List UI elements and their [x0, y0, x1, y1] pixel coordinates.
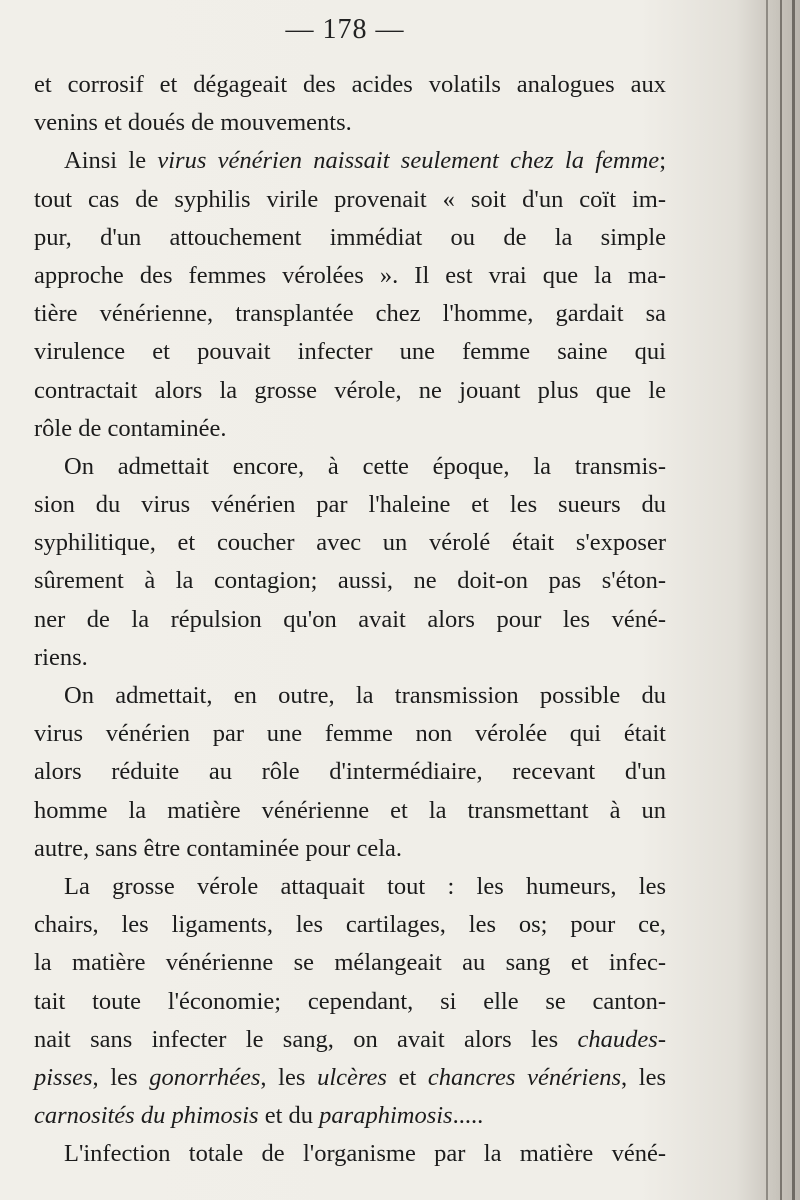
- page-edge-line: [792, 0, 795, 1200]
- text-line: la matière vénérienne se mélangeait au sang et infec-: [34, 949, 666, 977]
- italic-phrase: ulcères: [317, 1063, 387, 1091]
- text-line: riens.: [34, 643, 88, 671]
- text-line: virus vénérien par une femme non vérolée qui était: [34, 720, 666, 748]
- text-line: sion du virus vénérien par l'haleine et les sueurs du: [34, 491, 666, 519]
- italic-phrase: chancres vénériens: [427, 1063, 621, 1091]
- text-line: On admettait encore, à cette époque, la transmis-: [64, 452, 666, 480]
- text-line: chairs, les ligaments, les cartilages, les os; pour ce,: [34, 911, 666, 939]
- body-text: [34, 66, 666, 1173]
- text-run: , les: [92, 1063, 150, 1091]
- text-line: [34, 142, 666, 180]
- text-line: [34, 1059, 666, 1097]
- text-run: ;: [659, 147, 666, 175]
- text-line: tout cas de syphilis virile provenait « soit d'un coït im-: [34, 185, 666, 213]
- text-line: pur, d'un attouchement immédiat ou de la simple: [34, 223, 666, 251]
- italic-phrase: paraphimosis: [319, 1102, 453, 1130]
- italic-phrase: gonorrhées: [149, 1063, 261, 1091]
- text-run: et du: [258, 1102, 320, 1130]
- text-line: syphilitique, et coucher avec un vérolé était s'exposer: [34, 529, 666, 557]
- text-line: [34, 1021, 666, 1059]
- text-run: et: [386, 1063, 428, 1091]
- text-line: ner de la répulsion qu'on avait alors pour les véné-: [34, 605, 666, 633]
- italic-phrase: virus vénérien naissait seulement chez la femme: [157, 147, 660, 175]
- text-line: tière vénérienne, transplantée chez l'homme, gardait sa: [34, 300, 666, 328]
- text-line: sûrement à la contagion; aussi, ne doit-on pas s'éton-: [34, 567, 666, 595]
- italic-phrase: pisses: [34, 1063, 93, 1091]
- italic-phrase: carnosités du phimosis: [34, 1102, 259, 1130]
- text-line: venins et doués de mouvements.: [34, 109, 352, 137]
- text-line: La grosse vérole attaquait tout : les humeurs, les: [64, 872, 666, 900]
- text-run: .....: [452, 1102, 484, 1130]
- text-line: tait toute l'économie; cependant, si elle se canton-: [34, 987, 666, 1015]
- italic-phrase: chaudes-: [577, 1025, 666, 1053]
- text-line: contractait alors la grosse vérole, ne jouant plus que le: [34, 376, 666, 404]
- text-line: virulence et pouvait infecter une femme saine qui: [34, 338, 666, 366]
- text-line: autre, sans être contaminée pour cela.: [34, 834, 403, 862]
- page-edge-line: [780, 0, 782, 1200]
- text-run: , les: [621, 1063, 667, 1091]
- text-line: alors réduite au rôle d'intermédiaire, recevant d'un: [34, 758, 666, 786]
- text-line: L'infection totale de l'organisme par la matière véné-: [64, 1140, 666, 1168]
- text-run: nait sans infecter le sang, on avait alors les: [34, 1025, 578, 1053]
- text-run: Ainsi le: [64, 147, 158, 175]
- text-run: , les: [260, 1063, 318, 1091]
- page-edge-line: [766, 0, 768, 1200]
- text-line: homme la matière vénérienne et la transmettant à un: [34, 796, 666, 824]
- text-line: On admettait, en outre, la transmission possible du: [64, 682, 666, 709]
- text-line: approche des femmes vérolées ». Il est vrai que la ma-: [34, 261, 666, 289]
- page-number: — 178 —: [285, 14, 405, 45]
- text-line: [34, 1097, 666, 1135]
- text-line: rôle de contaminée.: [34, 414, 227, 442]
- text-line: et corrosif et dégageait des acides volatils analogues aux: [34, 71, 666, 98]
